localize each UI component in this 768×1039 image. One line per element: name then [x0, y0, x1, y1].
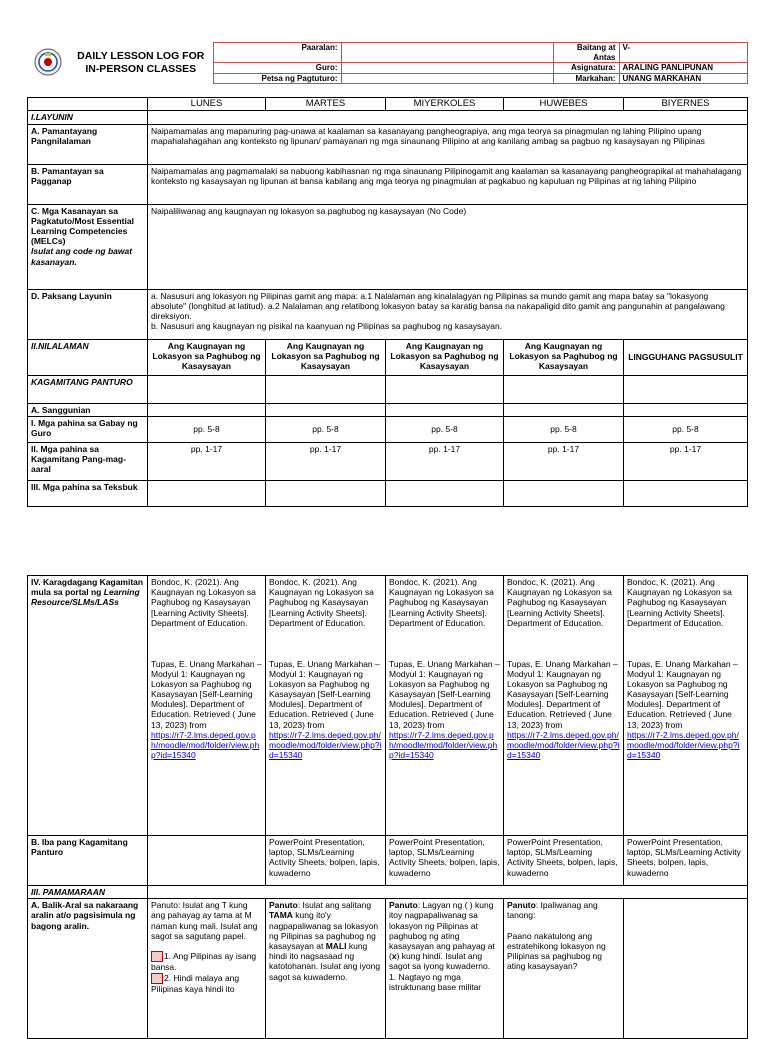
- gabay-miyerkoles: pp. 5-8: [386, 416, 504, 442]
- pamantayang-pangnilalaman-text: Naipamamalas ang mapanuring pag-unawa at kaalaman sa kasanayang pangheograpiya, ang mga teorya sa pinagmulan ng lahing Pilipino upang mapahalahagahan ang konteksto ng lipunan/ pamayanan ng mga sinaunang Pilipino at ang kanilang ambag sa pagbuo ng kasaysayan ng Pilipinas: [148, 124, 748, 164]
- lms-link-biyernes[interactable]: https://r7-2.lms.deped.gov.ph/moodle/mod/folder/view.php?id=15340: [627, 729, 740, 761]
- lms-link-lunes[interactable]: https://r7-2.lms.deped.gov.ph/moodle/mod/folder/view.php?id=15340: [151, 729, 260, 761]
- iba-pang-kagamitan-label: B. Iba pang Kagamitang Panturo: [28, 836, 148, 886]
- balik-aral-lunes: Panuto: Isulat ang T kung ang pahayag ay tama at M naman kung mali. Isulat ang sagot sa sagutang papel. 1. Ang Pilipinas ay isang bansa. 2. Hindi malaya ang Pilipinas kaya hindi ito: [148, 899, 266, 1039]
- iba-pa-miyerkoles: PowerPoint Presentation, laptop, SLMs/Learning Activity Sheets, bolpen, lapis, kuwaderno: [386, 836, 504, 886]
- answer-box[interactable]: [151, 951, 163, 962]
- baitang-value[interactable]: V-: [619, 43, 747, 63]
- lesson-log-table-bottom: [27, 575, 748, 1039]
- paksang-layunin-text: a. Nasusuri ang lokasyon ng Pilipinas gamit ang mapa: a.1 Nalalaman ang kinalalagyan ng Pilipinas sa mundo gamit ang mapa batay sa "lokasyong absolute" (longhitud at latitud). a.2 Nalalaman ang relatibong lokasyon batay sa karatig bansa na nakapaligid dito gamit ang pangunahin at pangalawang direksiyon. b. Nasusuri ang kaugnayan ng pisikal na kaanyuan ng Pilipinas sa paghubog ng kasaysayan.: [148, 289, 748, 339]
- deped-seal-logo: [27, 43, 69, 84]
- markahan-label: Markahan:: [553, 73, 619, 84]
- iba-pa-biyernes: PowerPoint Presentation, laptop, SLMs/Learning Activity Sheets, bolpen, lapis, kuwaderno: [624, 836, 748, 886]
- melc-label: C. Mga Kasanayan sa Pagkatuto/Most Essential Learning Competencies (MELCs) Isulat ang code ng bawat kasanayan.: [28, 204, 148, 289]
- asignatura-value[interactable]: ARALING PANLIPUNAN: [619, 63, 747, 74]
- gabay-biyernes: pp. 5-8: [624, 416, 748, 442]
- balik-aral-huwebes: Panuto: Ipaliwanag ang tanong: Paano nakatulong ang estratehikong lokasyon ng Pilipinas sa paghubog ng ating kasaysayan?: [504, 899, 624, 1039]
- kagamitan-miyerkoles: pp. 1-17: [386, 442, 504, 480]
- day-miyerkoles: MIYERKOLES: [386, 98, 504, 111]
- gabay-martes: pp. 5-8: [266, 416, 386, 442]
- paaralan-field[interactable]: [341, 43, 553, 63]
- guro-label: Guro:: [213, 63, 341, 74]
- balik-aral-biyernes: [624, 899, 748, 1039]
- balik-aral-martes: Panuto: Isulat ang salitang TAMA kung ito'y nagpapaliwanag sa lokasyon ng Pilipinas sa paghubog ng kasaysayan at MALI kung hindi ito nagsasaad ng katotohanan. Isulat ang iyong sagot sa kuwaderno.: [266, 899, 386, 1039]
- asignatura-label: Asignatura:: [553, 63, 619, 74]
- kagamitan-huwebes: pp. 1-17: [504, 442, 624, 480]
- petsa-label: Petsa ng Pagtuturo:: [213, 73, 341, 84]
- day-martes: MARTES: [266, 98, 386, 111]
- lms-link-miyerkoles[interactable]: https://r7-2.lms.deped.gov.ph/moodle/mod/folder/view.php?id=15340: [389, 729, 498, 761]
- karagdagan-biyernes: Bondoc, K. (2021). Ang Kaugnayan ng Lokasyon sa Paghubog ng Kasaysayan [Learning Activity Sheets]. Department of Education. Tupas, E. Unang Markahan – Modyul 1: Kaugnayan ng Lokasyon sa Paghubog ng Kasaysayan [Self-Learning Modules]. Department of Education. Retrieved ( June 13, 2023) from https://r7-2.lms.deped.gov.ph/moodle/mod/folder/view.php?id=15340: [624, 576, 748, 836]
- karagdagan-lunes: Bondoc, K. (2021). Ang Kaugnayan ng Lokasyon sa Paghubog ng Kasaysayan [Learning Activity Sheets]. Department of Education. Tupas, E. Unang Markahan – Modyul 1: Kaugnayan ng Lokasyon sa Paghubog ng Kasaysayan [Self-Learning Modules]. Department of Education. Retrieved ( June 13, 2023) from https://r7-2.lms.deped.gov.ph/moodle/mod/folder/view.php?id=15340: [148, 576, 266, 836]
- layunin-heading: I.LAYUNIN: [28, 111, 148, 124]
- gabay-ng-guro-label: I. Mga pahina sa Gabay ng Guro: [28, 416, 148, 442]
- day-lunes: LUNES: [148, 98, 266, 111]
- pamantayan-sa-pagganap-label: B. Pamantayan sa Pagganap: [28, 164, 148, 204]
- kagamitan-biyernes: pp. 1-17: [624, 442, 748, 480]
- paaralan-label: Paaralan:: [213, 43, 341, 63]
- teksbuk-label: III. Mga pahina sa Teksbuk: [28, 480, 148, 506]
- karagdagan-miyerkoles: Bondoc, K. (2021). Ang Kaugnayan ng Lokasyon sa Paghubog ng Kasaysayan [Learning Activity Sheets]. Department of Education. Tupas, E. Unang Markahan – Modyul 1: Kaugnayan ng Lokasyon sa Paghubog ng Kasaysayan [Self-Learning Modules]. Department of Education. Retrieved ( June 13, 2023) from https://r7-2.lms.deped.gov.ph/moodle/mod/folder/view.php?id=15340: [386, 576, 504, 836]
- day-huwebes: HUWEBES: [504, 98, 624, 111]
- baitang-label: Baitang at Antas: [553, 43, 619, 63]
- kagamitan-martes: pp. 1-17: [266, 442, 386, 480]
- nilalaman-lunes: Ang Kaugnayan ng Lokasyon sa Paghubog ng Kasaysayan: [148, 339, 266, 375]
- lesson-log-table-top: [27, 97, 748, 507]
- day-biyernes: BIYERNES: [624, 98, 748, 111]
- karagdagang-kagamitan-label: IV. Karagdagang Kagamitan mula sa portal ng Learning Resource/SLMs/LASs: [28, 576, 148, 836]
- sanggunian-label: A. Sanggunian: [28, 403, 148, 416]
- gabay-lunes: pp. 5-8: [148, 416, 266, 442]
- kagamitan-lunes: pp. 1-17: [148, 442, 266, 480]
- kagamitang-pang-mag-aaral-label: II. Mga pahina sa Kagamitang Pang-mag-aaral: [28, 442, 148, 480]
- answer-box[interactable]: [151, 973, 163, 984]
- nilalaman-miyerkoles: Ang Kaugnayan ng Lokasyon sa Paghubog ng Kasaysayan: [386, 339, 504, 375]
- markahan-value[interactable]: UNANG MARKAHAN: [619, 73, 747, 84]
- kagamitang-panturo-heading: KAGAMITANG PANTURO: [28, 375, 148, 403]
- lms-link-huwebes[interactable]: https://r7-2.lms.deped.gov.ph/moodle/mod/folder/view.php?id=15340: [507, 729, 620, 761]
- nilalaman-huwebes: Ang Kaugnayan ng Lokasyon sa Paghubog ng Kasaysayan: [504, 339, 624, 375]
- iba-pa-martes: PowerPoint Presentation, laptop, SLMs/Learning Activity Sheets, bolpen, lapis, kuwaderno: [266, 836, 386, 886]
- iba-pa-huwebes: PowerPoint Presentation, laptop, SLMs/Learning Activity Sheets, bolpen, lapis, kuwaderno: [504, 836, 624, 886]
- pamantayan-sa-pagganap-text: Naipamamalas ang pagmamalaki sa nabuong kabihasnan ng mga sinaunang Pilipinogamit ang kaalaman sa kasanayang pangheograpikal at mahahalagang konteksto ng kasaysayan ng lipunan at bansa kabilang ang mga teorya ng pinagmulan at pagkabuo ng kapuluan ng Pilipinas at ng lahing Pilipino: [148, 164, 748, 204]
- petsa-field[interactable]: [341, 73, 553, 84]
- header-table: [27, 42, 748, 84]
- guro-field[interactable]: [341, 63, 553, 74]
- pamamaraan-heading: III. PAMAMARAAN: [28, 886, 148, 899]
- pamantayang-pangnilalaman-label: A. Pamantayang Pangnilalaman: [28, 124, 148, 164]
- karagdagan-huwebes: Bondoc, K. (2021). Ang Kaugnayan ng Lokasyon sa Paghubog ng Kasaysayan [Learning Activity Sheets]. Department of Education. Tupas, E. Unang Markahan – Modyul 1: Kaugnayan ng Lokasyon sa Paghubog ng Kasaysayan [Self-Learning Modules]. Department of Education. Retrieved ( June 13, 2023) from https://r7-2.lms.deped.gov.ph/moodle/mod/folder/view.php?id=15340: [504, 576, 624, 836]
- balik-aral-label: A. Balik-Aral sa nakaraang aralin at/o pagsisimula ng bagong aralin.: [28, 899, 148, 1039]
- nilalaman-biyernes: LINGGUHANG PAGSUSULIT: [624, 339, 748, 375]
- balik-aral-miyerkoles: Panuto: Lagyan ng ( ) kung itoy nagpapaliwanag sa lokasyon ng Pilipinas at paghubog ng ating kasaysayan ang pahayag at (x) kung hindi. Isulat ang sagot sa iyong kuwaderno. 1. Nagtayo ng mga istruktunang base militar: [386, 899, 504, 1039]
- nilalaman-heading: II.NILALAMAN: [28, 339, 148, 375]
- melc-text: Naipaliliwanag ang kaugnayan ng lokasyon sa paghubog ng kasaysayan (No Code): [148, 204, 748, 289]
- lms-link-martes[interactable]: https://r7-2.lms.deped.gov.ph/moodle/mod/folder/view.php?id=15340: [269, 729, 382, 761]
- nilalaman-martes: Ang Kaugnayan ng Lokasyon sa Paghubog ng Kasaysayan: [266, 339, 386, 375]
- page-title: DAILY LESSON LOG FOR IN-PERSON CLASSES: [77, 49, 205, 76]
- paksang-layunin-label: D. Paksang Layunin: [28, 289, 148, 339]
- karagdagan-martes: Bondoc, K. (2021). Ang Kaugnayan ng Lokasyon sa Paghubog ng Kasaysayan [Learning Activity Sheets]. Department of Education. Tupas, E. Unang Markahan – Modyul 1: Kaugnayan ng Lokasyon sa Paghubog ng Kasaysayan [Self-Learning Modules]. Department of Education. Retrieved ( June 13, 2023) from https://r7-2.lms.deped.gov.ph/moodle/mod/folder/view.php?id=15340: [266, 576, 386, 836]
- gabay-huwebes: pp. 5-8: [504, 416, 624, 442]
